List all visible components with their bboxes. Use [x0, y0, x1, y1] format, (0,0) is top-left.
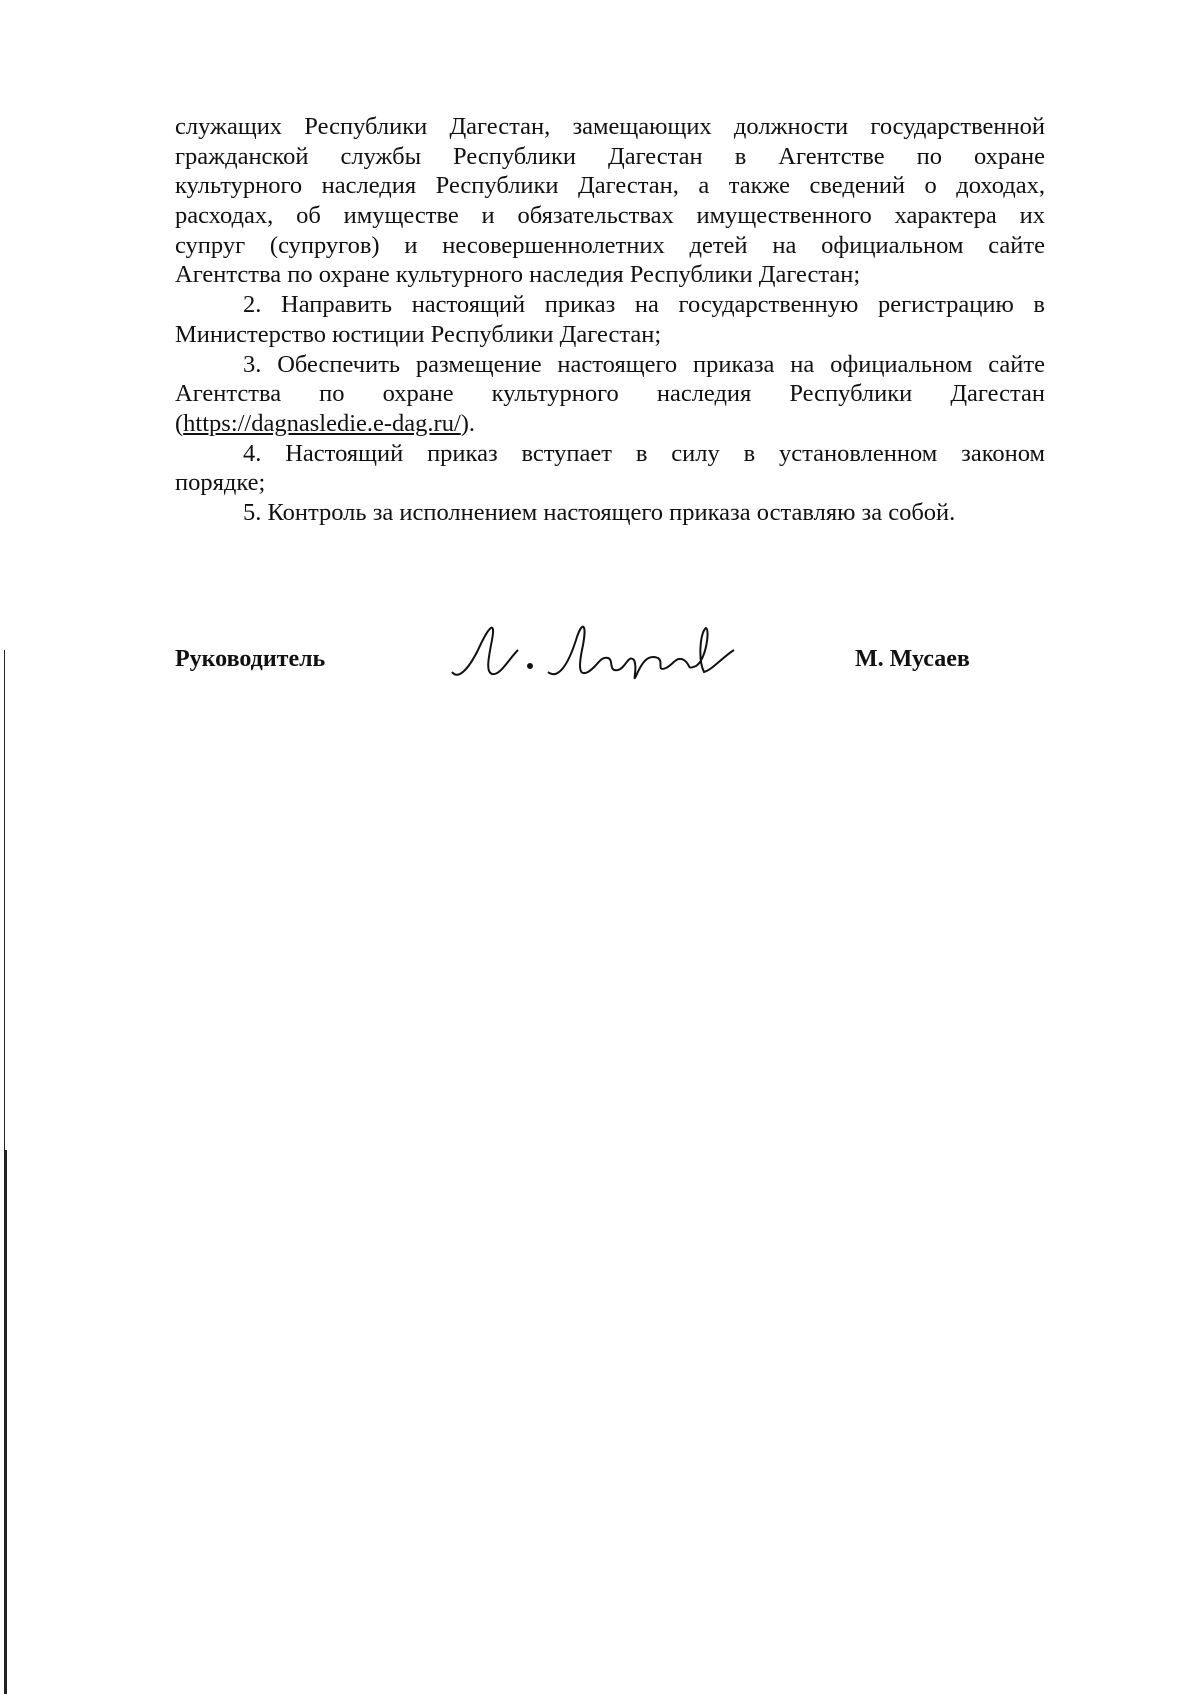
text-line: гражданской службы Республики Дагестан в Агентстве по охране	[175, 142, 1045, 170]
text-line: Министерство юстиции Республики Дагестан;	[175, 320, 662, 348]
link-suffix: ).	[460, 409, 476, 437]
document-body	[175, 112, 1045, 528]
text-line: расходах, об имуществе и обязательствах имущественного характера их	[175, 202, 1045, 230]
text-line: служащих Республики Дагестан, замещающих должности государственной	[175, 113, 1045, 140]
text-line: 4. Настоящий приказ вступает в силу в установленном законом	[243, 439, 1045, 467]
text-line: 3. Обеспечить размещение настоящего приказа на официальном сайте	[243, 350, 1045, 378]
handwritten-signature	[448, 610, 748, 690]
scan-edge	[4, 1150, 7, 1694]
website-link[interactable]: https://dagnasledie.e-dag.ru/	[183, 409, 461, 437]
signatory-role: Руководитель	[175, 646, 326, 672]
text-line: порядке;	[175, 469, 266, 497]
text-line: Агентства по охране культурного наследия Республики Дагестан;	[175, 261, 861, 289]
text-line: Агентства по охране культурного наследия Республики Дагестан	[175, 380, 1045, 408]
scan-edge	[4, 650, 5, 1150]
text-line: культурного наследия Республики Дагестан, а также сведений о доходах,	[175, 172, 1045, 200]
link-line	[175, 409, 1045, 439]
text-line: 5. Контроль за исполнением настоящего приказа оставляю за собой.	[243, 498, 956, 526]
link-prefix: (	[175, 409, 184, 437]
text-line: супруг (супругов) и несовершеннолетних детей на официальном сайте	[175, 231, 1045, 259]
signatory-name: М. Мусаев	[855, 646, 970, 672]
text-line: 2. Направить настоящий приказ на государственную регистрацию в	[243, 291, 1045, 319]
